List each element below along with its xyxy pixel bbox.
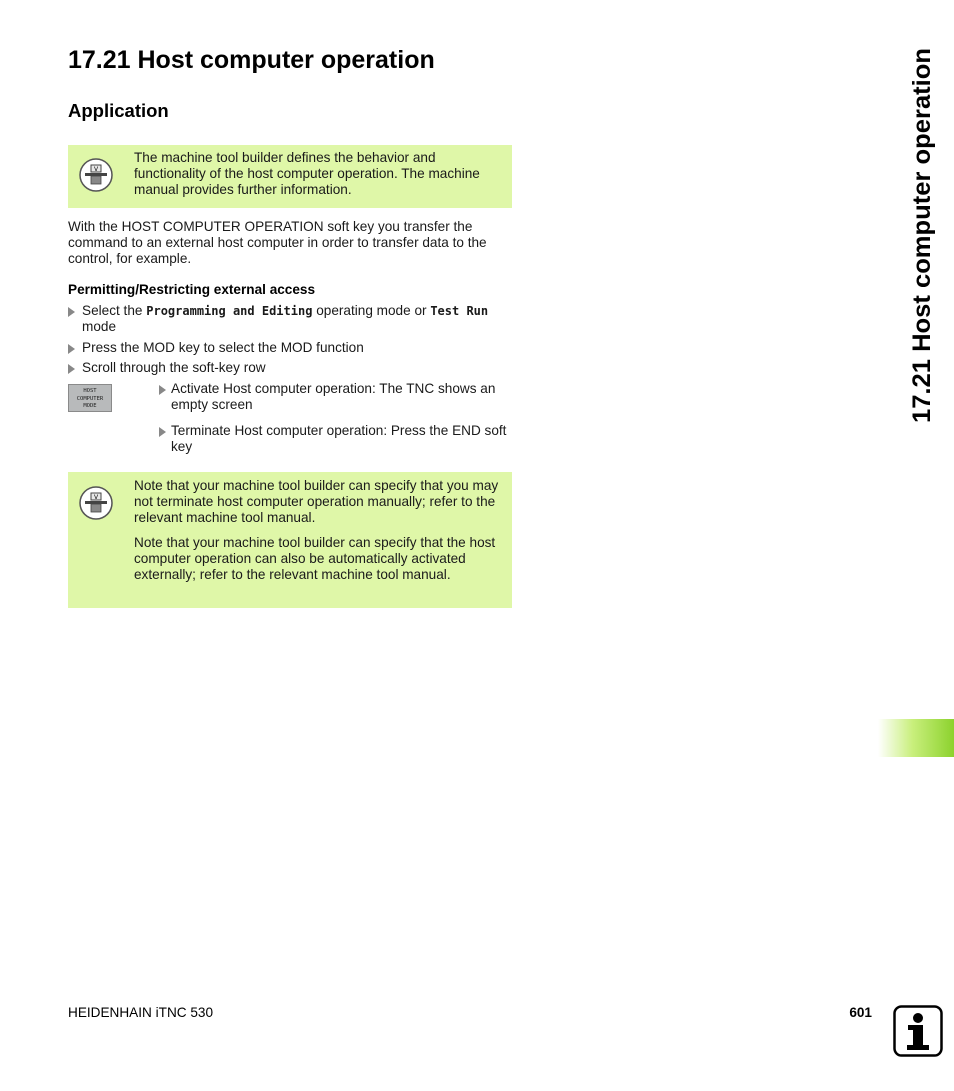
step-arrow-icon — [159, 385, 166, 395]
softkey-label-line: COMPUTER — [76, 395, 104, 402]
note-paragraph: Note that your machine tool builder can specify that the host computer operation can also be automatically activated externally; refer to the relevant machine tool manual. — [134, 535, 496, 582]
machine-manual-icon — [79, 158, 113, 192]
softkey-label-line: MODE — [83, 403, 97, 409]
section-heading: Application — [68, 100, 169, 121]
procedure-heading: Permitting/Restricting external access — [68, 282, 316, 297]
note-paragraph: Note that your machine tool builder can specify that you may not terminate host computer operation manually; refer to the relevant machine tool manual. — [134, 478, 499, 525]
info-icon — [893, 1005, 943, 1057]
step-arrow-icon — [68, 364, 75, 374]
machine-manual-icon — [79, 486, 113, 520]
step-arrow-icon — [68, 344, 75, 354]
step-select-mode — [68, 303, 514, 337]
page-number: 601 — [849, 1005, 872, 1020]
step-scroll-softkeys — [68, 360, 514, 378]
chapter-tab — [878, 719, 954, 757]
substep-terminate — [159, 423, 514, 457]
mode-test-run: Test Run — [430, 304, 489, 318]
step-text: Activate Host computer operation: The TNC shows an empty screen — [171, 381, 496, 412]
step-text: Scroll through the soft-key row — [82, 360, 266, 375]
svg-text:V: V — [93, 494, 99, 501]
step-text-prefix: Select the — [82, 303, 143, 318]
step-arrow-icon — [159, 427, 166, 437]
svg-text:V: V — [93, 166, 99, 173]
machine-note-box — [68, 472, 512, 608]
step-text-middle: operating mode or — [316, 303, 427, 318]
mode-programming-and-editing: Programming and Editing — [146, 304, 313, 318]
step-press-mod — [68, 340, 514, 358]
step-text: Press the MOD key to select the MOD function — [82, 340, 364, 355]
step-text: Terminate Host computer operation: Press the END soft key — [171, 423, 507, 454]
footer-product: HEIDENHAIN iTNC 530 — [68, 1005, 214, 1020]
note-text — [134, 150, 504, 207]
side-chapter-title — [906, 48, 936, 423]
step-text-suffix: mode — [82, 319, 117, 334]
note-text — [134, 478, 504, 592]
intro-paragraph: With the HOST COMPUTER OPERATION soft key you transfer the command to an external host computer in order to transfer data to the control, for example. — [68, 219, 487, 266]
machine-note-box — [68, 145, 512, 208]
host-computer-mode-softkey[interactable] — [68, 384, 112, 412]
note-paragraph: The machine tool builder defines the behavior and functionality of the host computer operation. The machine manual provides further information. — [134, 150, 480, 197]
softkey-label-line: HOST — [83, 388, 97, 394]
side-title-text: 17.21 Host computer operation — [908, 56, 936, 423]
step-arrow-icon — [68, 307, 75, 317]
page-title: 17.21 Host computer operation — [68, 46, 435, 74]
substep-activate — [159, 381, 514, 415]
